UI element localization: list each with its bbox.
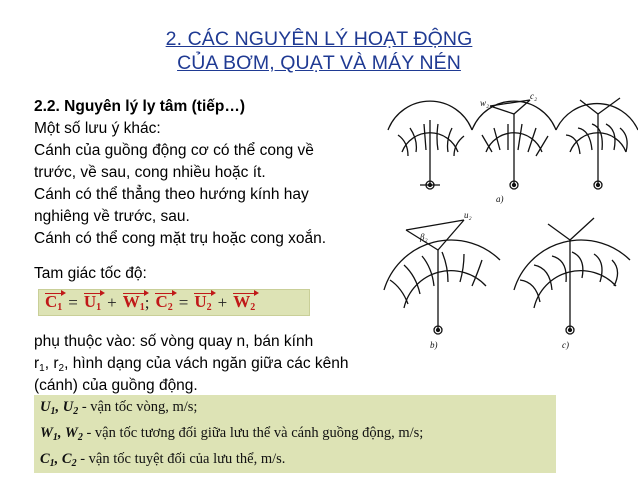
radius-r1-sub: 1 [39, 363, 45, 374]
note-line: trước, về sau, cong nhiều hoặc ít. [34, 164, 266, 181]
dependence-rest: , hình dạng của vách ngăn giữa các kênh [64, 355, 349, 372]
legend-description: - vận tốc tuyệt đối của lưu thể, m/s. [76, 451, 286, 467]
legend-symbol: $W_1$, $W_2$ [40, 425, 83, 443]
impeller-blade-diagrams [380, 90, 638, 388]
equals-sign: = [178, 292, 189, 312]
dependence-line-3: (cánh) của guồng động. [34, 377, 198, 394]
vector-c2: $C_2$ [155, 292, 173, 313]
vector-u2: $U_2$ [194, 292, 212, 313]
label-a: a) [496, 194, 504, 204]
legend-row [40, 451, 285, 469]
section-heading: 2.2. Nguyên lý ly tâm (tiếp…) [34, 98, 246, 115]
vector-w1: $W_1$ [122, 292, 145, 313]
slide-title-line-2: CỦA BƠM, QUẠT VÀ MÁY NÉN [177, 52, 461, 74]
vector-w2: $W_2$ [233, 292, 256, 313]
equals-sign: = [68, 292, 78, 312]
vector-u1: $U_1$ [83, 292, 102, 313]
legend-description: - vận tốc vòng, m/s; [78, 399, 198, 415]
impeller-sketch-c [556, 98, 638, 189]
legend-description: - vận tốc tương đối giữa lưu thể và cánh guồng động, m/s; [82, 425, 424, 441]
dependence-line-1: phụ thuộc vào: số vòng quay n, bán kính [34, 333, 314, 350]
velocity-formula [38, 289, 310, 316]
symbol-legend [34, 395, 556, 473]
radius-r1: r [34, 355, 40, 372]
label-c2: c₂ [530, 91, 538, 101]
comma: , [44, 355, 54, 372]
label-b: b) [430, 340, 438, 350]
note-line: Một số lưu ý khác: [34, 120, 161, 137]
plus-sign: + [107, 292, 117, 312]
impeller-sketch-a [388, 101, 472, 189]
velocity-triangle-label: Tam giác tốc độ: [34, 265, 147, 282]
note-line: Cánh của guồng động cơ có thể cong về [34, 142, 314, 159]
radius-r2: r [53, 355, 59, 372]
note-line: Cánh có thể thẳng theo hướng kính hay [34, 186, 309, 203]
impeller-sketch-b-large [384, 220, 500, 334]
label-w2: w₂ [480, 98, 490, 108]
label-u2: u₂ [464, 210, 472, 220]
impeller-sketch-c-large [514, 218, 630, 334]
label-c: c) [562, 340, 569, 350]
impeller-sketch-b [472, 100, 556, 189]
legend-row [40, 425, 423, 443]
legend-row [40, 399, 197, 417]
separator: ; [144, 292, 150, 312]
legend-symbol: $U_1$, $U_2$ [40, 399, 79, 417]
radius-r2-sub: 2 [58, 363, 65, 374]
label-beta2: β₂ [420, 232, 428, 242]
legend-symbol: $C_1$, $C_2$ [40, 451, 77, 469]
plus-sign: + [217, 292, 228, 312]
note-line: Cánh có thể cong mặt trụ hoặc cong xoắn. [34, 230, 327, 247]
note-line: nghiêng về trước, sau. [34, 208, 190, 225]
vector-c1: $C_1$ [45, 292, 63, 313]
slide-title-line-1: 2. CÁC NGUYÊN LÝ HOẠT ĐỘNG [165, 28, 473, 50]
